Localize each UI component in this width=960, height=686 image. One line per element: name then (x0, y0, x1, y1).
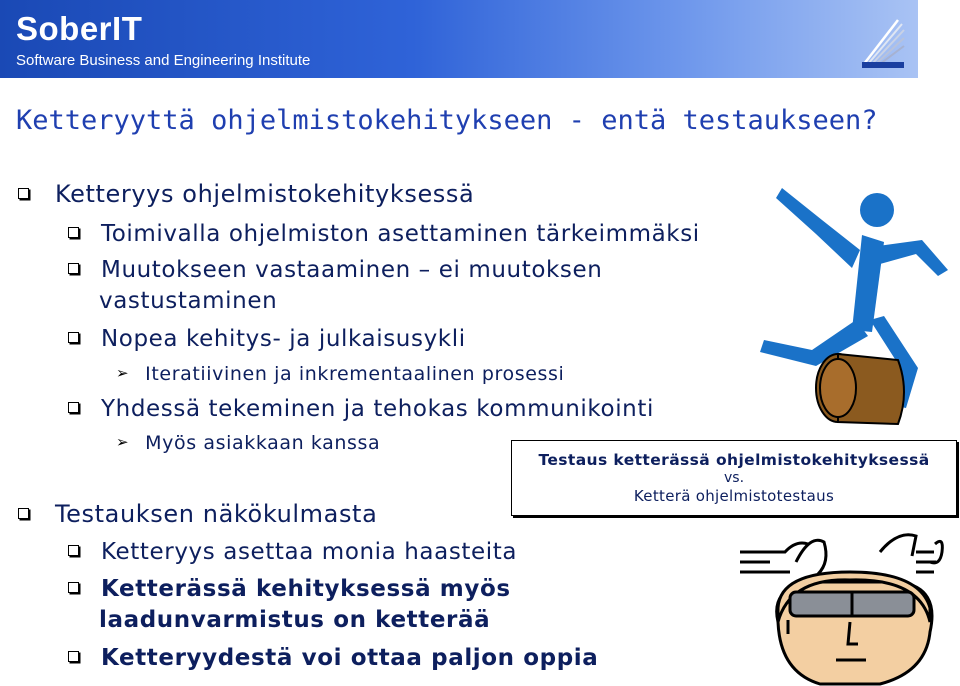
header-banner (0, 0, 918, 78)
bullet-text: Nopea kehitys- ja julkaisusykli (101, 326, 466, 352)
checkbox-bullet-icon (68, 545, 79, 556)
bullet-item (68, 539, 517, 565)
bullet-section2-heading (18, 500, 377, 528)
bullet-text: Ketteryys asettaa monia haasteita (101, 539, 518, 565)
sub-bullet-item (116, 363, 564, 385)
brand-subtitle: Software Business and Engineering Institute (16, 52, 311, 69)
bullet-text: Muutokseen vastaaminen – ei muutoksen (101, 257, 603, 283)
arrow-bullet-icon: ➢ (116, 432, 130, 451)
callout-line1: Testaus ketterässä ohjelmistokehityksessä (538, 451, 930, 469)
bullet-item (68, 645, 598, 671)
callout-box (511, 440, 957, 516)
section1-heading: Ketteryys ohjelmistokehityksessä (55, 180, 475, 208)
bullet-item (68, 396, 654, 422)
checkbox-bullet-icon (68, 651, 79, 662)
sub-bullet-text: Myös asiakkaan kanssa (145, 432, 381, 454)
bullet-item (68, 257, 602, 283)
sub-bullet-item (116, 432, 380, 454)
bullet-section1-heading (18, 180, 474, 208)
bullet-text: Toimivalla ohjelmiston asettaminen tärkeimmäksi (101, 221, 700, 247)
checkbox-bullet-icon (68, 402, 79, 413)
jumping-figure-icon (752, 180, 952, 430)
brand-name: SoberIT (16, 10, 143, 47)
bullet-item (68, 576, 511, 602)
institute-logo-icon (858, 14, 906, 70)
bullet-continuation: vastustaminen (99, 288, 278, 314)
checkbox-bullet-icon (68, 582, 79, 593)
slide-title: Ketteryyttä ohjelmistokehitykseen - entä testaukseen? (16, 105, 878, 136)
bullet-text: Ketteryydestä voi ottaa paljon oppia (101, 645, 599, 671)
section2-heading: Testauksen näkökulmasta (55, 500, 378, 528)
checkbox-bullet-icon (18, 508, 29, 519)
checkbox-bullet-icon (68, 227, 79, 238)
arrow-bullet-icon: ➢ (116, 363, 130, 382)
bullet-text: Yhdessä tekeminen ja tehokas kommunikointi (101, 396, 654, 422)
callout-line2: vs. (723, 470, 745, 486)
barrel-icon (816, 354, 904, 424)
thinking-head-icon (730, 522, 955, 686)
sub-bullet-text: Iteratiivinen ja inkrementaalinen prosessi (145, 363, 565, 385)
bullet-continuation: laadunvarmistus on ketterää (99, 607, 491, 633)
bullet-text: Ketterässä kehityksessä myös (101, 576, 511, 602)
bullet-item (68, 221, 700, 247)
bullet-item (68, 326, 466, 352)
checkbox-bullet-icon (68, 332, 79, 343)
checkbox-bullet-icon (68, 263, 79, 274)
checkbox-bullet-icon (18, 188, 29, 199)
callout-line3: Ketterä ohjelmistotestaus (633, 487, 835, 505)
